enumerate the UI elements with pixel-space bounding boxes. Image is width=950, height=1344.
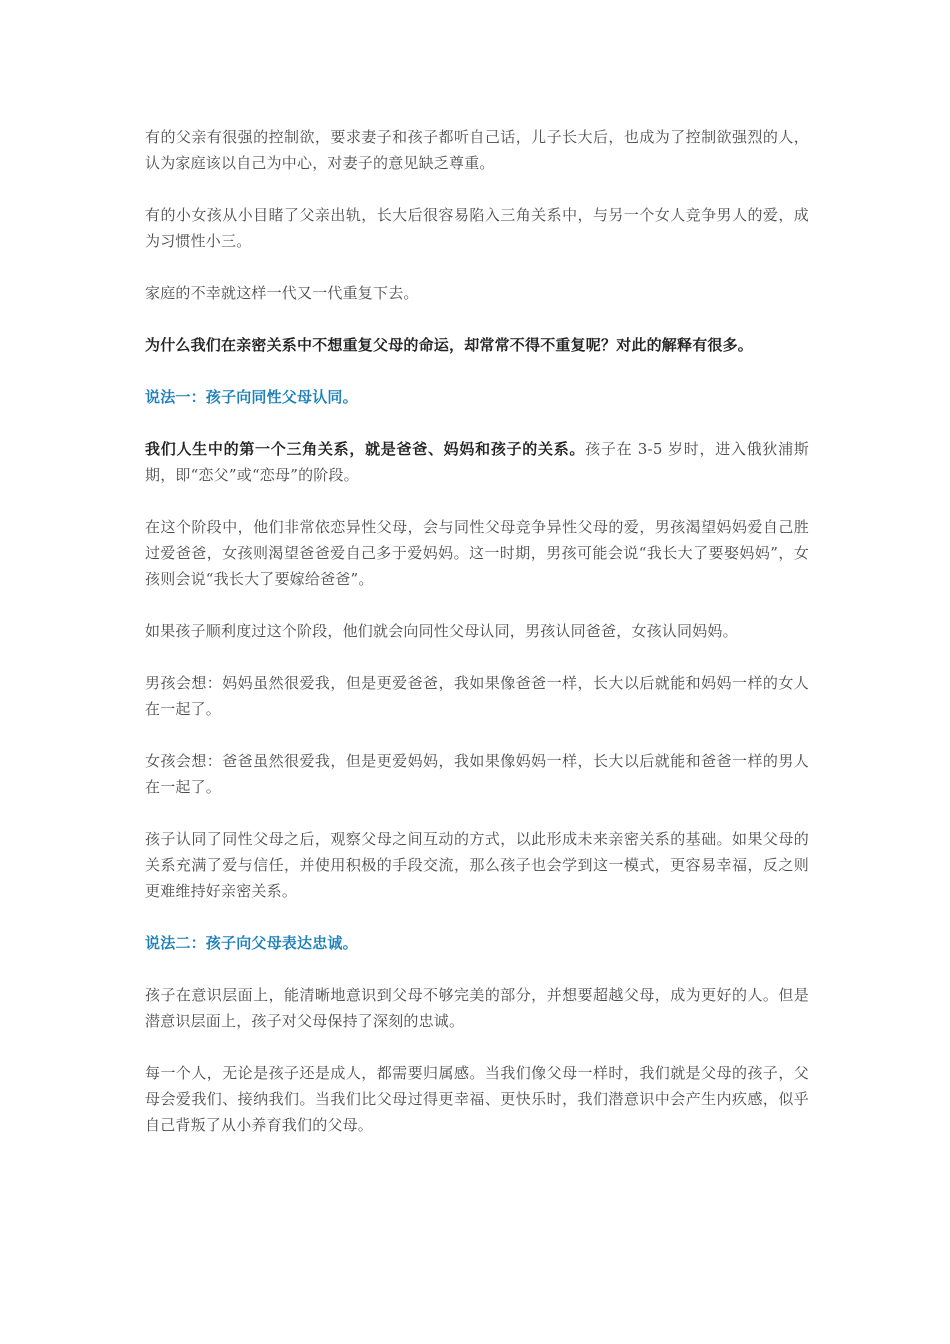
paragraph-first-triangle-lead: 我们人生中的第一个三角关系，就是爸爸、妈妈和孩子的关系。	[145, 440, 586, 458]
article-body	[145, 124, 809, 1164]
paragraph-generational-repeat: 家庭的不幸就这样一代又一代重复下去。	[145, 284, 419, 302]
section-heading-2: 说法二：孩子向父母表达忠诚。	[145, 934, 358, 952]
paragraph-observing-parents: 孩子认同了同性父母之后，观察父母之间互动的方式，以此形成未来亲密关系的基础。如果父母的关系充满了爱与信任，并使用积极的手段交流，那么孩子也会学到这一模式，更容易幸福，反之则更难维持好亲密关系。	[145, 830, 809, 900]
paragraph-oedipal-stage: 在这个阶段中，他们非常依恋异性父母，会与同性父母竞争异性父母的爱，男孩渴望妈妈爱自己胜过爱爸爸，女孩则渴望爸爸爱自己多于爱妈妈。这一时期，男孩可能会说“我长大了要娶妈妈”，女孩则会说“我长大了要嫁给爸爸”。	[145, 518, 809, 588]
paragraph-first-triangle	[145, 436, 809, 488]
paragraph-boy-thinks: 男孩会想：妈妈虽然很爱我，但是更爱爸爸，我如果像爸爸一样，长大以后就能和妈妈一样的女人在一起了。	[145, 674, 809, 718]
paragraph-identification: 如果孩子顺利度过这个阶段，他们就会向同性父母认同，男孩认同爸爸，女孩认同妈妈。	[145, 622, 738, 640]
paragraph-controlling-father: 有的父亲有很强的控制欲，要求妻子和孩子都听自己话，儿子长大后，也成为了控制欲强烈的人，认为家庭该以自己为中心，对妻子的意见缺乏尊重。	[145, 128, 809, 172]
section-heading-1: 说法一：孩子向同性父母认同。	[145, 388, 358, 406]
paragraph-conscious-loyalty: 孩子在意识层面上，能清晰地意识到父母不够完美的部分，并想要超越父母，成为更好的人。但是潜意识层面上，孩子对父母保持了深刻的忠诚。	[145, 986, 809, 1030]
paragraph-belonging: 每一个人，无论是孩子还是成人，都需要归属感。当我们像父母一样时，我们就是父母的孩子，父母会爱我们、接纳我们。当我们比父母过得更幸福、更快乐时，我们潜意识中会产生内疚感，似乎自己背叛了从小养育我们的父母。	[145, 1064, 809, 1134]
paragraph-girl-thinks: 女孩会想：爸爸虽然很爱我，但是更爱妈妈，我如果像妈妈一样，长大以后就能和爸爸一样的男人在一起了。	[145, 752, 809, 796]
paragraph-habitual-mistress: 有的小女孩从小目睹了父亲出轨，长大后很容易陷入三角关系中，与另一个女人竞争男人的爱，成为习惯性小三。	[145, 206, 809, 250]
paragraph-key-question: 为什么我们在亲密关系中不想重复父母的命运，却常常不得不重复呢？对此的解释有很多。	[145, 336, 754, 354]
paragraph-first-triangle-rest: 孩子在 3-5 岁时，进入俄狄浦斯期，即“恋父”或“恋母”的阶段。	[145, 440, 810, 484]
